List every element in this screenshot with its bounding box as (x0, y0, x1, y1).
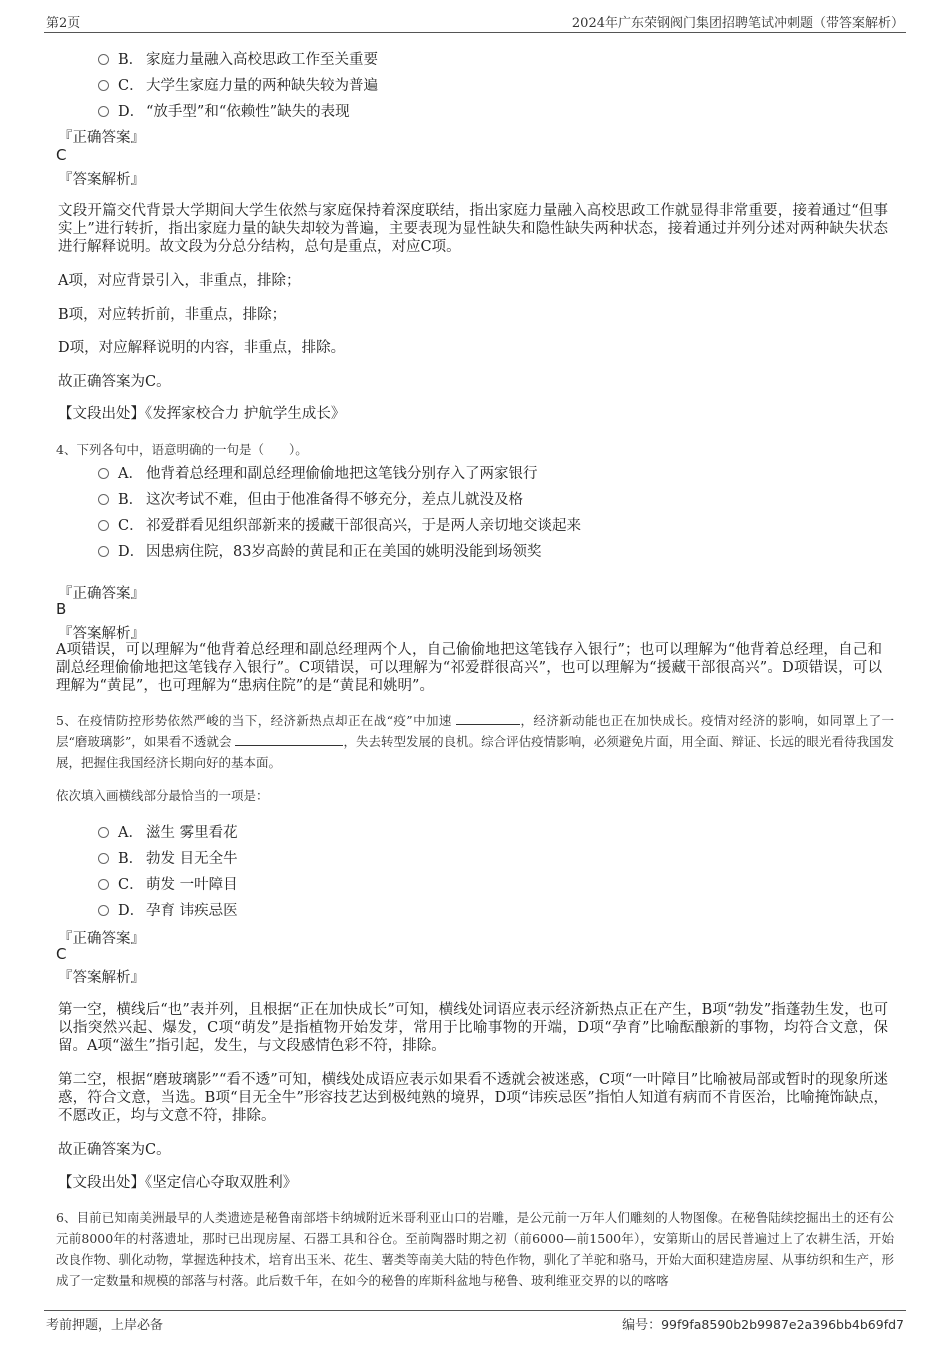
q3-conclusion: 故正确答案为C。 (58, 374, 171, 390)
radio-icon[interactable] (98, 520, 109, 531)
q3-option-c[interactable]: C． 大学生家庭力量的两种缺失较为普遍 (98, 74, 378, 95)
q3-analysis-b: B项，对应转折前，非重点，排除； (58, 307, 287, 323)
q4-analysis: A项错误，可以理解为“他背着总经理和副总经理两个人，自己偷偷地把这笔钱存入银行”；也可以理解为“他背着总经理，自己和副总经理偷偷地把这笔钱存入银行”。C项错误，可以理解为“祁爱群很高兴”，也可以理解为“援藏干部很高兴”。D项错误，可以理解为“黄昆”，也可理解为“患病住院”的是“黄昆和姚明”。 (56, 642, 882, 694)
q6-stem: 6、目前已知南美洲最早的人类遗迹是秘鲁南部塔卡纳城附近米哥利亚山口的岩雕，是公元前一万年人们雕刻的人物图像。在秘鲁陆续挖掘出土的还有公元前8000年的村落遗址，那时已出现房屋、石器工具和谷仓。至前陶器时期之初（前6000—前1500年），安第斯山的居民普遍过上了农耕生活，开始改良作物、驯化动物，掌握选种技术，培育出玉米、花生、薯类等南美大陆的特色作物，驯化了羊驼和骆马，开始大面积建造房屋、从事纺织和生产，形成了一定数量和规模的部落与村落。此后数千年，在如今的秘鲁的库斯科盆地与秘鲁、玻利维亚交界的以的喀喀 (56, 1210, 894, 1288)
blank-1 (456, 711, 520, 725)
page-number: 第2页 (46, 16, 81, 31)
q3-answer-label: 『正确答案』 (58, 130, 145, 146)
q5-answer-label: 『正确答案』 (58, 931, 145, 947)
q3-option-d[interactable]: D． “放手型”和“依赖性”缺失的表现 (98, 100, 350, 121)
q5-option-a[interactable]: A． 滋生 雾里看花 (98, 821, 238, 842)
q4-option-a[interactable]: A． 他背着总经理和副总经理偷偷地把这笔钱分别存入了两家银行 (98, 462, 538, 483)
q3-analysis-label: 『答案解析』 (58, 172, 145, 188)
radio-icon[interactable] (98, 853, 109, 864)
q4-option-c[interactable]: C． 祁爱群看见组织部新来的援藏干部很高兴，于是两人亲切地交谈起来 (98, 514, 581, 535)
q3-option-b[interactable]: B． 家庭力量融入高校思政工作至关重要 (98, 48, 378, 69)
document-code: 编号：99f9fa8590b2b9987e2a396bb4b69fd7 (622, 1317, 904, 1333)
q4-answer: B (56, 600, 67, 618)
footer-slogan: 考前押题，上岸必备 (46, 1318, 164, 1333)
q5-stem: 5、在疫情防控形势依然严峻的当下，经济新热点却正在战“疫”中加速 ，经济新动能也正在加快成长。疫情对经济的影响，如同罩上了一层“磨玻璃影”，如果看不透就会 ，失去转型发展的良机。综合评估疫情影响，必须避免片面，用全面、辩证、长远的眼光看待我国发展，把握住我国经济长期向好的基本面。 (56, 713, 894, 770)
q5-option-d[interactable]: D． 孕育 讳疾忌医 (98, 899, 238, 920)
radio-icon[interactable] (98, 905, 109, 916)
q3-answer: C (56, 146, 67, 164)
blank-2 (235, 732, 343, 746)
q5-answer: C (56, 945, 67, 963)
radio-icon[interactable] (98, 54, 109, 65)
q5-conclusion: 故正确答案为C。 (58, 1142, 171, 1158)
q5-prompt: 依次填入画横线部分最恰当的一项是： (56, 788, 269, 803)
q3-analysis-a: A项，对应背景引入，非重点，排除； (58, 273, 301, 289)
radio-icon[interactable] (98, 494, 109, 505)
radio-icon[interactable] (98, 827, 109, 838)
radio-icon[interactable] (98, 879, 109, 890)
q5-option-b[interactable]: B． 勃发 目无全牛 (98, 847, 238, 868)
q3-analysis-paragraph: 文段开篇交代背景大学期间大学生依然与家庭保持着深度联结，指出家庭力量融入高校思政工作就显得非常重要，接着通过“但事实上”进行转折，指出家庭力量的缺失却较为普遍，主要表现为显性缺失和隐性缺失两种状态，接着通过并列分述对两种缺失状态进行解释说明。故文段为分总分结构，总句是重点，对应C项。 (58, 203, 888, 255)
header-divider (44, 32, 906, 33)
q4-analysis-label: 『答案解析』 (58, 626, 145, 642)
q5-analysis-label: 『答案解析』 (58, 970, 145, 986)
q5-analysis-blank2: 第二空，根据“磨玻璃影”“看不透”可知，横线处成语应表示如果看不透就会被迷惑，C项“一叶障目”比喻被局部或暂时的现象所迷惑，符合文意，当选。B项“目无全牛”形容技艺达到极纯熟的境界，D项“讳疾忌医”指怕人知道有病而不肯医治，比喻掩饰缺点，不愿改正，均与文意不符，排除。 (58, 1072, 888, 1124)
q5-analysis-blank1: 第一空，横线后“也”表并列，且根据“正在加快成长”可知，横线处词语应表示经济新热点正在产生，B项“勃发”指蓬勃生发，也可以指突然兴起、爆发，C项“萌发”是指植物开始发芽，常用于比喻事物的开端，D项“孕育”比喻酝酿新的事物，均符合文意，保留。A项“滋生”指引起，发生，与文段感情色彩不符，排除。 (58, 1002, 888, 1054)
q5-option-c[interactable]: C． 萌发 一叶障目 (98, 873, 238, 894)
q5-source: 【文段出处】《坚定信心夺取双胜利》 (58, 1175, 298, 1191)
radio-icon[interactable] (98, 468, 109, 479)
q3-analysis-d: D项，对应解释说明的内容，非重点，排除。 (58, 340, 346, 356)
q3-source: 【文段出处】《发挥家校合力 护航学生成长》 (58, 406, 346, 422)
document-title: 2024年广东荣钢阀门集团招聘笔试冲刺题（带答案解析） (571, 16, 904, 31)
radio-icon[interactable] (98, 80, 109, 91)
radio-icon[interactable] (98, 546, 109, 557)
q4-answer-label: 『正确答案』 (58, 586, 145, 602)
footer-divider (44, 1310, 906, 1311)
q4-stem: 4、下列各句中，语意明确的一句是（ ）。 (56, 442, 308, 457)
q4-option-b[interactable]: B． 这次考试不难，但由于他准备得不够充分，差点儿就没及格 (98, 488, 523, 509)
radio-icon[interactable] (98, 106, 109, 117)
q4-option-d[interactable]: D． 因患病住院，83岁高龄的黄昆和正在美国的姚明没能到场领奖 (98, 540, 541, 561)
